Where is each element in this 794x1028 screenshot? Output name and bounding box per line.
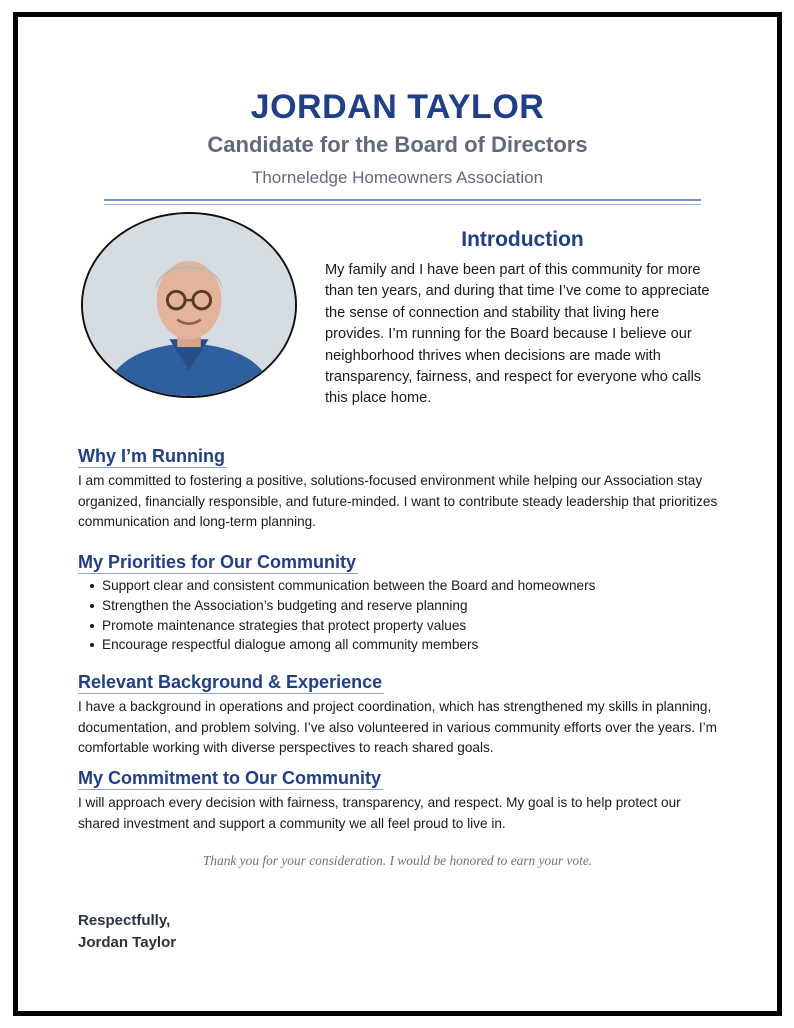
header-divider-thin	[104, 204, 701, 205]
candidate-photo	[81, 212, 297, 398]
thank-you-note: Thank you for your consideration. I would be honored to earn your vote.	[202, 853, 593, 868]
candidate-subtitle: Candidate for the Board of Directors	[207, 132, 588, 157]
signoff-closing: Respectfully,	[78, 912, 171, 929]
portrait-image	[83, 214, 295, 396]
header	[18, 87, 777, 189]
section-background	[78, 671, 718, 759]
section-heading-commitment: My Commitment to Our Community	[78, 768, 382, 788]
priorities-list	[78, 576, 718, 655]
section-body-commitment: I will approach every decision with fairness, transparency, and respect. My goal is to help protect our shared investment and support a community we all feel proud to live in.	[78, 795, 681, 831]
intro-heading: Introduction	[461, 228, 584, 251]
section-why	[78, 445, 718, 533]
section-priorities	[78, 551, 718, 655]
list-item: Strengthen the Association’s budgeting and reserve planning	[78, 596, 718, 616]
section-body-background: I have a background in operations and project coordination, which has strengthened my skills in planning, documentation, and problem solving. I’ve also volunteered in various community efforts over the years. I’m comfortable working with diverse perspectives to reach shared goals.	[78, 699, 717, 755]
section-heading-priorities: My Priorities for Our Community	[78, 552, 357, 572]
section-heading-background: Relevant Background & Experience	[78, 672, 383, 692]
list-item: Promote maintenance strategies that protect property values	[78, 616, 718, 636]
flyer-page	[13, 12, 782, 1016]
signoff-name: Jordan Taylor	[78, 934, 177, 951]
header-divider	[104, 199, 701, 201]
section-heading-why: Why I’m Running	[78, 446, 225, 466]
signoff	[78, 910, 176, 954]
section-body-why: I am committed to fostering a positive, solutions-focused environment while helping our Association stay organized, financially responsible, and future-minded. I want to contribute steady leadership that prioritizes communication and long-term planning.	[78, 473, 718, 529]
intro-paragraph: My family and I have been part of this community for more than ten years, and during that time I’ve come to appreciate the sense of connection and stability that living here provides. I’m running for the Board because I believe our neighborhood thrives when decisions are made with transparency, fairness, and respect for everyone who calls this place home.	[325, 262, 710, 407]
candidate-name: JORDAN TAYLOR	[250, 88, 545, 126]
list-item: Encourage respectful dialogue among all community members	[78, 635, 718, 655]
section-commitment	[78, 767, 718, 834]
association-name: Thorneledge Homeowners Association	[251, 168, 544, 187]
list-item: Support clear and consistent communication between the Board and homeowners	[78, 576, 718, 596]
